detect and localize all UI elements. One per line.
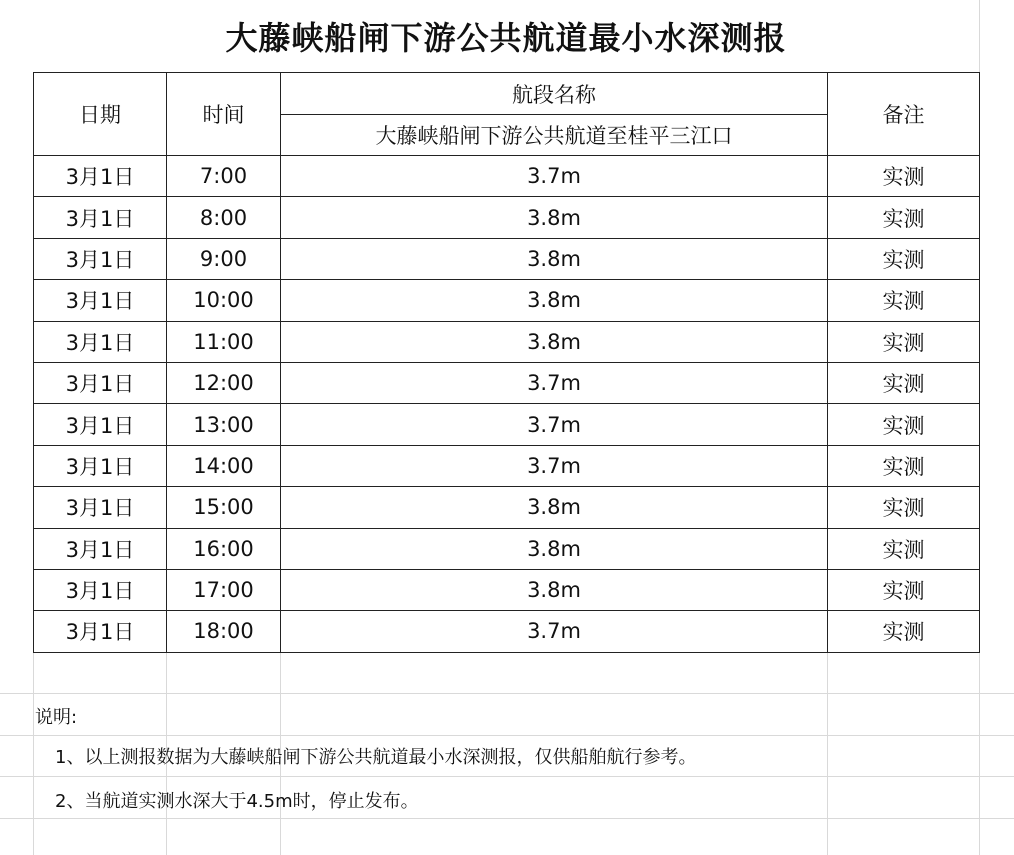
header-time[interactable]: 时间	[167, 73, 281, 156]
cell-depth[interactable]: 3.7m	[281, 156, 828, 197]
cell-date[interactable]: 3月1日	[34, 611, 167, 652]
cell-date[interactable]: 3月1日	[34, 156, 167, 197]
cell-time[interactable]: 17:00	[167, 569, 281, 610]
table-row	[34, 528, 980, 569]
cell-remark[interactable]: 实测	[828, 487, 980, 528]
grid-line	[0, 693, 1014, 694]
cell-remark[interactable]: 实测	[828, 569, 980, 610]
cell-date[interactable]: 3月1日	[34, 528, 167, 569]
cell-depth[interactable]: 3.8m	[281, 569, 828, 610]
cell-date[interactable]: 3月1日	[34, 445, 167, 486]
cell-remark[interactable]: 实测	[828, 156, 980, 197]
header-section-group[interactable]: 航段名称	[281, 73, 828, 115]
table-row	[34, 362, 980, 403]
cell-remark[interactable]: 实测	[828, 238, 980, 279]
table-row	[34, 611, 980, 652]
cell-date[interactable]: 3月1日	[34, 487, 167, 528]
table-row	[34, 569, 980, 610]
cell-time[interactable]: 13:00	[167, 404, 281, 445]
cell-remark[interactable]: 实测	[828, 362, 980, 403]
cell-depth[interactable]: 3.8m	[281, 487, 828, 528]
depth-report-table	[33, 72, 980, 653]
header-section-name[interactable]: 大藤峡船闸下游公共航道至桂平三江口	[281, 115, 828, 156]
header-row	[34, 73, 980, 115]
table-row	[34, 487, 980, 528]
cell-date[interactable]: 3月1日	[34, 238, 167, 279]
cell-date[interactable]: 3月1日	[34, 280, 167, 321]
cell-remark[interactable]: 实测	[828, 404, 980, 445]
cell-remark[interactable]: 实测	[828, 611, 980, 652]
cell-date[interactable]: 3月1日	[34, 321, 167, 362]
cell-time[interactable]: 15:00	[167, 487, 281, 528]
cell-time[interactable]: 11:00	[167, 321, 281, 362]
cell-remark[interactable]: 实测	[828, 321, 980, 362]
cell-time[interactable]: 18:00	[167, 611, 281, 652]
table-row	[34, 404, 980, 445]
cell-depth[interactable]: 3.7m	[281, 404, 828, 445]
table-row	[34, 280, 980, 321]
cell-date[interactable]: 3月1日	[34, 197, 167, 238]
grid-line	[0, 735, 1014, 736]
grid-line	[0, 818, 1014, 819]
cell-time[interactable]: 10:00	[167, 280, 281, 321]
note-item-2: 2、当航道实测水深大于4.5m时，停止发布。	[55, 791, 419, 812]
cell-remark[interactable]: 实测	[828, 197, 980, 238]
cell-depth[interactable]: 3.8m	[281, 197, 828, 238]
cell-remark[interactable]: 实测	[828, 528, 980, 569]
cell-date[interactable]: 3月1日	[34, 569, 167, 610]
notes-label: 说明:	[35, 707, 78, 728]
cell-time[interactable]: 12:00	[167, 362, 281, 403]
table-row	[34, 321, 980, 362]
cell-depth[interactable]: 3.8m	[281, 528, 828, 569]
cell-depth[interactable]: 3.7m	[281, 445, 828, 486]
cell-time[interactable]: 14:00	[167, 445, 281, 486]
cell-depth[interactable]: 3.8m	[281, 321, 828, 362]
cell-depth[interactable]: 3.7m	[281, 611, 828, 652]
cell-time[interactable]: 9:00	[167, 238, 281, 279]
note-item-1: 1、以上测报数据为大藤峡船闸下游公共航道最小水深测报，仅供船舶航行参考。	[55, 747, 697, 768]
cell-remark[interactable]: 实测	[828, 280, 980, 321]
grid-line	[0, 776, 1014, 777]
cell-date[interactable]: 3月1日	[34, 362, 167, 403]
cell-time[interactable]: 16:00	[167, 528, 281, 569]
cell-time[interactable]: 8:00	[167, 197, 281, 238]
cell-date[interactable]: 3月1日	[34, 404, 167, 445]
table-row	[34, 238, 980, 279]
table-row	[34, 197, 980, 238]
cell-depth[interactable]: 3.8m	[281, 238, 828, 279]
cell-depth[interactable]: 3.7m	[281, 362, 828, 403]
header-remark[interactable]: 备注	[828, 73, 980, 156]
report-title: 大藤峡船闸下游公共航道最小水深测报	[33, 0, 979, 72]
table-row	[34, 156, 980, 197]
table-row	[34, 445, 980, 486]
cell-remark[interactable]: 实测	[828, 445, 980, 486]
header-date[interactable]: 日期	[34, 73, 167, 156]
cell-time[interactable]: 7:00	[167, 156, 281, 197]
cell-depth[interactable]: 3.8m	[281, 280, 828, 321]
